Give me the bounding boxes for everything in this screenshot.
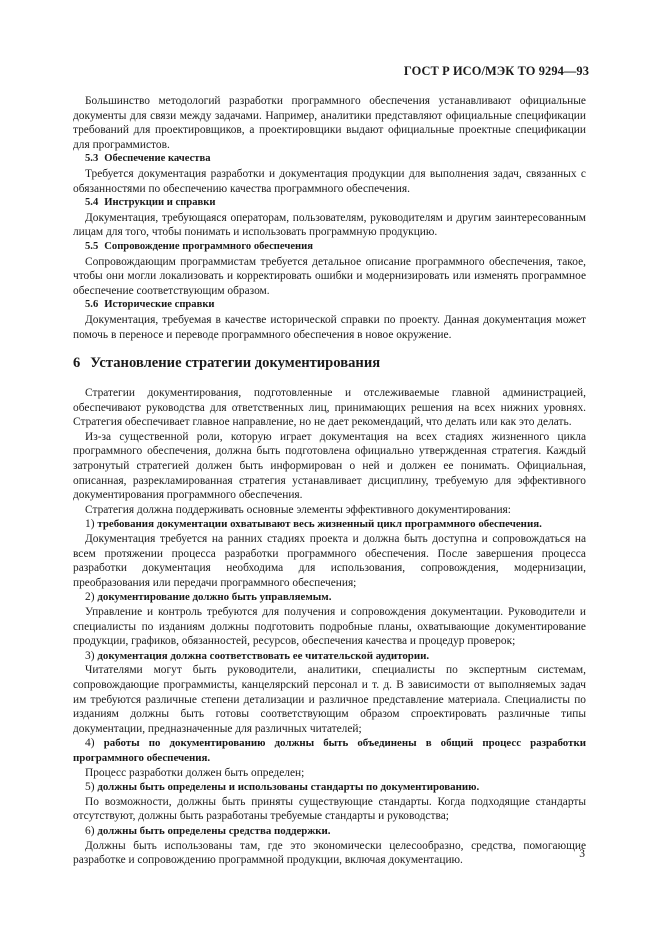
subsection-heading-5-5: 5.5 Сопровождение программного обеспечения — [85, 240, 313, 252]
section-6-paragraph: Из-за существенной роли, которую играет документация на всех стадиях жизненного цикла программного обеспечения, должна быть подготовлена официально утвержденная стратегия. Каждый затронутый стратегией должен быть информирован о ней и должен ее понимать. Официальная, описанная, разрекламированная стратегия устанавливает дисциплину, требуемую для эффективного документирования программного обеспечения. — [73, 430, 586, 502]
section-6-paragraph: Стратегии документирования, подготовленные и отслеживаемые главной администрацией, обеспечивают руководства для ответственных лиц, принимающих решения на всех нижних уровнях. Стратегия обеспечивает главное направление, но не дает рекомендаций, что делать или как это делать. — [73, 387, 586, 429]
list-item-title-6: 6) должны быть определены средства поддержки. — [85, 824, 331, 837]
list-item-text-4: Процесс разработки должен быть определен; — [85, 766, 305, 779]
page-content — [73, 94, 586, 868]
list-item-title-2: 2) документирование должно быть управляемым. — [85, 591, 332, 604]
subsection-heading-5-6: 5.6 Исторические справки — [85, 299, 215, 311]
list-item-text-6: Должны быть использованы там, где это экономически целесообразно, средства, помогающие разработке и сопровождению программной продукции, включая документацию. — [73, 839, 586, 867]
list-item-title-1: 1) требования документации охватывают весь жизненный цикл программного обеспечения. — [85, 518, 542, 531]
subsection-heading-5-4: 5.4 Инструкции и справки — [85, 197, 216, 209]
subsection-heading-5-3: 5.3 Обеспечение качества — [85, 153, 211, 165]
list-item-title-3: 3) документация должна соответствовать ее читательской аудитории. — [85, 649, 430, 662]
subsection-text-5-4: Документация, требующаяся операторам, пользователям, руководителям и другим заинтересованным лицам для того, чтобы понимать и использовать программную продукцию. — [73, 211, 586, 239]
list-item-text-5: По возможности, должны быть приняты существующие стандарты. Когда подходящие стандарты отсутствуют, должны быть разработаны требуемые стандарты и руководства; — [73, 795, 586, 823]
list-item-text-2: Управление и контроль требуются для получения и сопровождения документации. Руководители и специалисты по изданиям должны подготовить подробные планы, охватывающие документирование продукции, графиков, обязанностей, ресурсов, обеспечения качества и процедур проверок; — [73, 606, 586, 648]
subsection-text-5-5: Сопровождающим программистам требуется детальное описание программного обеспечения, такое, чтобы они могли локализовать и корректировать ошибки и модернизировать или изменять программное обеспечение соответствующим образом. — [73, 255, 586, 297]
subsection-text-5-3: Требуется документация разработки и документация продукции для выполнения задач, связанных с обязанностями по обеспечению качества программного обеспечения. — [73, 167, 586, 195]
list-item-title-5: 5) должны быть определены и использованы стандарты по документированию. — [85, 781, 480, 794]
subsection-text-5-6: Документация, требуемая в качестве исторической справки по проекту. Данная документация может помочь в переносе и переводе программного обеспечения в новое окружение. — [73, 313, 586, 341]
list-item-title-4: 4) работы по документированию должны быть объединены в общий процесс разработки программного обеспечения. — [73, 737, 586, 764]
list-item-text-3: Читателями могут быть руководители, аналитики, специалисты по экспертным системам, сопровождающие программисты, канцелярский персонал и т. д. В зависимости от выполняемых задач им требуются различные степени детализации и различное представление материала. Специалисты по изданиям должны быть готовы соответствующим образом спроектировать различные типы документации, предназначенные для различных читателей; — [73, 664, 586, 735]
page-number: 3 — [579, 848, 585, 860]
document-header: ГОСТ Р ИСО/МЭК ТО 9294—93 — [403, 64, 589, 78]
section-6-heading: 6 Установление стратегии документирования — [73, 355, 381, 372]
section-6-paragraph: Стратегия должна поддерживать основные элементы эффективного документирования: — [85, 503, 511, 516]
list-item-text-1: Документация требуется на ранних стадиях проекта и должна быть доступна и сопровождаться на всем протяжении процесса разработки программного обеспечения. После завершения процесса разработки документация необходима для использования, сопровождения, модернизации, преобразования или передачи программного обеспечения; — [73, 533, 586, 589]
intro-paragraph: Большинство методологий разработки программного обеспечения устанавливают официальные документы для связи между задачами. Например, аналитики представляют официальные спецификации требований для проектировщиков, а проектировщики выдают официальные проектные спецификации для программистов. — [73, 95, 586, 151]
